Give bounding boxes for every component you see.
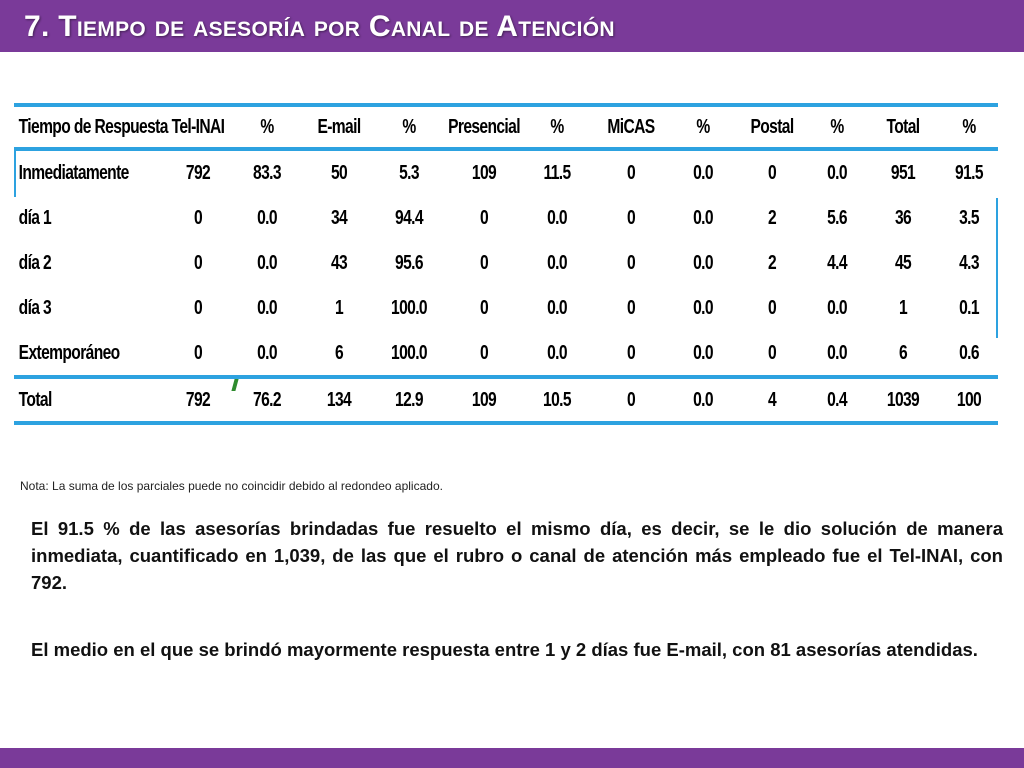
table-cell: 951 xyxy=(890,162,916,184)
header-cell: Tel-INAI xyxy=(171,115,225,138)
total-cell: 76.2 xyxy=(253,388,281,411)
table-grid xyxy=(14,103,998,425)
rounding-note: Nota: La suma de los parciales puede no coincidir debido al redondeo aplicado. xyxy=(20,479,443,493)
table-cell: 0 xyxy=(626,297,636,319)
total-cell: 1039 xyxy=(886,388,920,411)
header-cell: MiCAS xyxy=(607,115,655,138)
table-cell: 0 xyxy=(626,207,636,229)
table-cell: 6 xyxy=(898,342,908,364)
table-cell: 0 xyxy=(767,342,777,364)
table-cell: 11.5 xyxy=(543,162,571,184)
header-cell: % xyxy=(962,115,976,138)
table-cell: 0 xyxy=(479,297,489,319)
table-cell: 0 xyxy=(479,252,489,274)
table-cell: 0.0 xyxy=(693,162,713,184)
table-cell: 100.0 xyxy=(391,342,427,364)
table-cell: 0.0 xyxy=(693,252,713,274)
total-cell: 0.4 xyxy=(827,388,847,411)
table-cell: 0.0 xyxy=(257,342,277,364)
header-cell: E-mail xyxy=(317,115,361,138)
row-label: día 3 xyxy=(18,297,52,319)
header-cell: Total xyxy=(886,115,920,138)
total-cell: 0 xyxy=(626,388,636,411)
header-cell: Tiempo de Respuesta xyxy=(18,115,168,138)
table-cell: 94.4 xyxy=(395,207,423,229)
table-cell: 95.6 xyxy=(395,252,423,274)
table-cell: 2 xyxy=(767,207,777,229)
table-cell: 5.6 xyxy=(827,207,847,229)
table-cell: 0 xyxy=(626,342,636,364)
header-cell: Presencial xyxy=(448,115,520,138)
total-cell: 100 xyxy=(956,388,982,411)
table-cell: 0 xyxy=(626,252,636,274)
header-cell: % xyxy=(696,115,710,138)
table-cell: 0.0 xyxy=(827,342,847,364)
table-cell: 83.3 xyxy=(253,162,281,184)
table-cell: 4.3 xyxy=(959,252,979,274)
table-cell: 0.0 xyxy=(827,162,847,184)
table-cell: 0.6 xyxy=(959,342,979,364)
table-cell: 792 xyxy=(185,162,211,184)
total-cell: 0.0 xyxy=(693,388,713,411)
row-label: día 1 xyxy=(18,207,52,229)
table-cell: 109 xyxy=(471,162,497,184)
header-cell: % xyxy=(402,115,416,138)
table-cell: 0.0 xyxy=(547,252,567,274)
table-cell: 0.0 xyxy=(693,207,713,229)
table-cell: 0.0 xyxy=(827,297,847,319)
header-cell: % xyxy=(550,115,564,138)
table-cell: 0 xyxy=(767,162,777,184)
table-cell: 0 xyxy=(767,297,777,319)
table-cell: 0 xyxy=(193,207,203,229)
row-label: Extemporáneo xyxy=(18,342,120,364)
table-cell: 0.0 xyxy=(547,342,567,364)
slide-title: 7. Tiempo de asesoría por Canal de Atención xyxy=(24,10,615,43)
table-cell: 1 xyxy=(334,297,344,319)
table-cell: 0 xyxy=(479,342,489,364)
total-label: Total xyxy=(18,388,52,411)
table-cell: 0 xyxy=(193,342,203,364)
table-cell: 0.0 xyxy=(693,297,713,319)
table-cell: 2 xyxy=(767,252,777,274)
row-label: Inmediatamente xyxy=(18,162,129,184)
table-cell: 36 xyxy=(894,207,912,229)
table-cell: 34 xyxy=(330,207,348,229)
header-cell: Postal xyxy=(750,115,794,138)
total-cell: 109 xyxy=(471,388,497,411)
table-cell: 4.4 xyxy=(827,252,847,274)
table-cell: 43 xyxy=(330,252,348,274)
summary-paragraph-1: El 91.5 % de las asesorías brindadas fue resuelto el mismo día, es decir, se le dio solución de manera inmediata, cuantificado en 1,039, de las que el rubro o canal de atención más empleado fue el Tel-INAI, con 792. xyxy=(31,518,1003,593)
row-label: día 2 xyxy=(18,252,52,274)
table-cell: 5.3 xyxy=(399,162,419,184)
table-cell: 6 xyxy=(334,342,344,364)
total-cell: 4 xyxy=(767,388,777,411)
table-cell: 100.0 xyxy=(391,297,427,319)
header-cell: % xyxy=(260,115,274,138)
table-cell: 0 xyxy=(479,207,489,229)
table-cell: 0 xyxy=(193,252,203,274)
table-cell: 1 xyxy=(898,297,908,319)
total-cell: 134 xyxy=(326,388,352,411)
table-cell: 50 xyxy=(330,162,348,184)
table-cell: 45 xyxy=(894,252,912,274)
table-cell: 0 xyxy=(626,162,636,184)
title-bar xyxy=(0,0,1024,52)
table-cell: 0.0 xyxy=(547,297,567,319)
total-cell: 12.9 xyxy=(395,388,423,411)
table-cell: 91.5 xyxy=(955,162,983,184)
summary-paragraph-2: El medio en el que se brindó mayormente respuesta entre 1 y 2 días fue E-mail, con 81 asesorías atendidas. xyxy=(31,639,978,660)
table-cell: 0.1 xyxy=(959,297,979,319)
total-cell: 792 xyxy=(185,388,211,411)
header-cell: % xyxy=(830,115,844,138)
table-cell: 0.0 xyxy=(257,252,277,274)
table-cell: 0.0 xyxy=(257,297,277,319)
table-cell: 0.0 xyxy=(693,342,713,364)
bottom-bar xyxy=(0,748,1024,768)
table-cell: 0.0 xyxy=(257,207,277,229)
response-time-table xyxy=(14,103,998,425)
table-cell: 3.5 xyxy=(959,207,979,229)
total-cell: 10.5 xyxy=(543,388,571,411)
table-cell: 0.0 xyxy=(547,207,567,229)
table-cell: 0 xyxy=(193,297,203,319)
